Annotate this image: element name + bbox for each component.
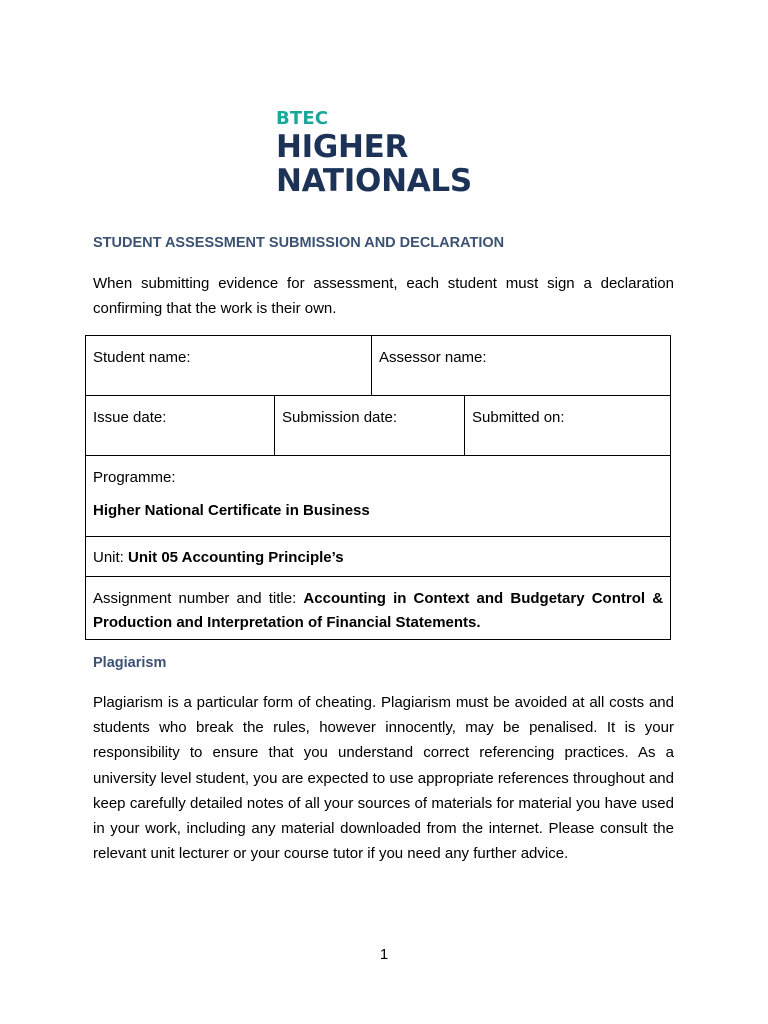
submission-form-table	[85, 335, 671, 640]
intro-paragraph: When submitting evidence for assessment, each student must sign a declaration confirming that the work is their own.	[93, 275, 674, 317]
assessor-name-cell[interactable]	[372, 336, 671, 396]
plagiarism-title: Plagiarism	[93, 655, 167, 671]
issue-date-cell[interactable]	[86, 396, 275, 456]
assessor-name-label: Assessor name:	[379, 349, 487, 366]
btec-higher-nationals-logo	[276, 108, 472, 198]
page-number: 1	[379, 946, 389, 963]
programme-label: Programme:	[93, 469, 176, 486]
submission-date-label: Submission date:	[282, 409, 398, 426]
student-name-cell[interactable]	[86, 336, 372, 396]
plagiarism-paragraph: Plagiarism is a particular form of cheating. Plagiarism must be avoided at all costs and students who break the rules, however innocently, may be penalised. It is your responsibility to ensure that you understand correct referencing practices. As a university level student, you are expected to use appropriate references throughout and keep carefully detailed notes of all your sources of materials for material you have used in your work, including any material downloaded from the internet. Please consult the relevant unit lecturer or your course tutor if you need any further advice.	[93, 694, 674, 863]
assignment-cell	[86, 577, 671, 640]
programme-value: Higher National Certificate in Business	[93, 502, 370, 519]
submitted-on-cell[interactable]	[465, 396, 671, 456]
logo-higher: HIGHER	[276, 129, 409, 165]
issue-date-label: Issue date:	[93, 409, 167, 426]
logo-btec: BTEC	[276, 108, 329, 129]
assignment-label: Assignment number and title:	[93, 590, 297, 607]
assignment-value: Accounting in Context and Budgetary Control & Production and Interpretation of Financial Statements.	[93, 590, 664, 631]
submission-date-cell[interactable]	[275, 396, 465, 456]
logo-nationals: NATIONALS	[276, 163, 472, 199]
unit-label: Unit:	[93, 549, 124, 566]
unit-value: Unit 05 Accounting Principle’s	[128, 549, 344, 566]
page-heading: STUDENT ASSESSMENT SUBMISSION AND DECLARATION	[93, 235, 505, 251]
student-name-label: Student name:	[93, 349, 191, 366]
programme-cell	[86, 456, 671, 537]
submitted-on-label: Submitted on:	[472, 409, 565, 426]
unit-cell	[86, 537, 671, 577]
